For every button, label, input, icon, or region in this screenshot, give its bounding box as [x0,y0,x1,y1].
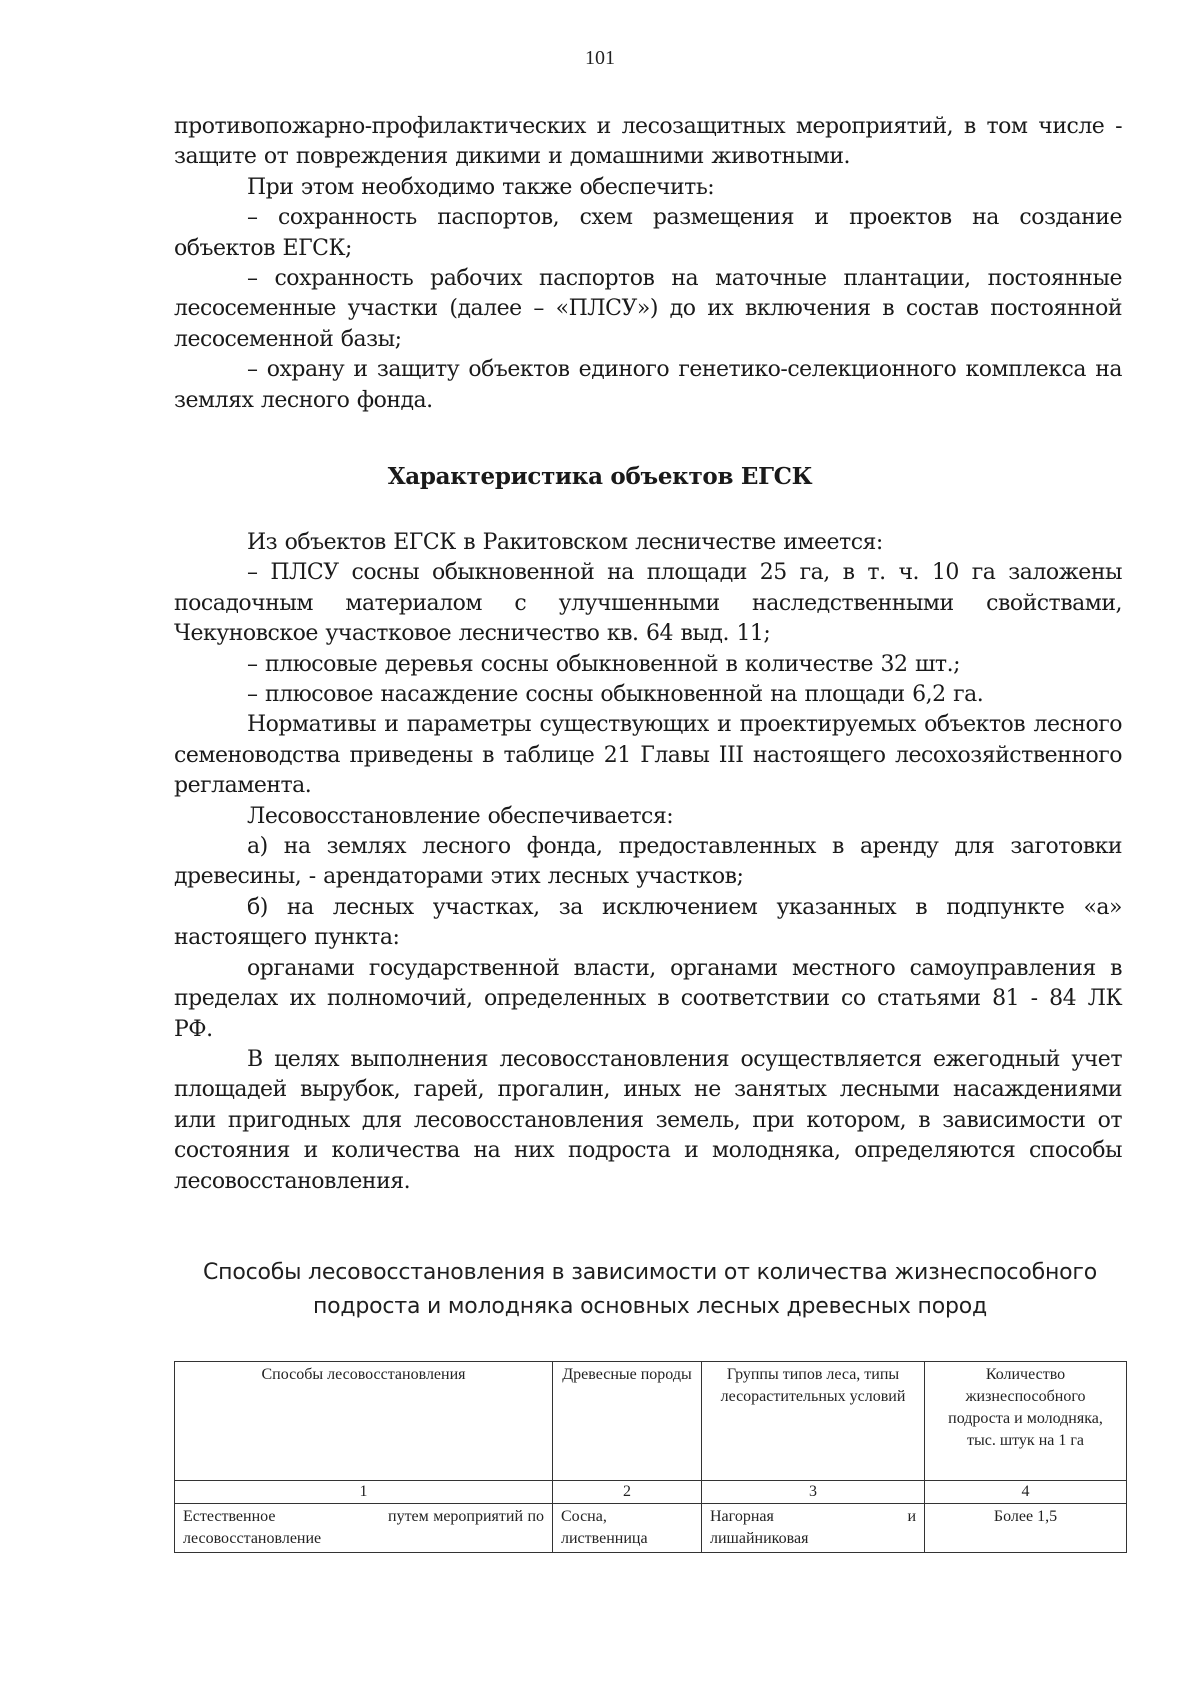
column-number: 2 [553,1481,702,1504]
method-detail: путем мероприятий по [388,1508,544,1525]
forest-type-cell [702,1504,925,1553]
list-item: – ПЛСУ сосны обыкновенной на площади 25 га, в т. ч. 10 га заложены посадочным материалом с улучшенными наследственными свойствами, Чекуновское участковое лесничество кв. 64 выд. 11; [174,560,1122,647]
intro-text [174,112,1122,416]
method-cell [175,1504,553,1553]
column-number-row [175,1481,1127,1504]
list-item: б) на лесных участках, за исключением указанных в подпункте «а» настоящего пункта: [174,894,1122,951]
list-item: – плюсовое насаждение сосны обыкновенной на площади 6,2 га. [247,682,984,708]
species-cell: Сосна, лиственница [553,1504,702,1553]
column-number: 1 [175,1481,553,1504]
section-heading: Характеристика объектов ЕГСК [387,463,813,490]
quantity-cell: Более 1,5 [925,1504,1127,1553]
table-caption-line: подроста и молодняка основных лесных древесных пород [312,1294,988,1319]
list-item: а) на землях лесного фонда, предоставленных в аренду для заготовки древесины, - арендаторами этих лесных участков; [174,834,1122,890]
page-number: 101 [585,47,615,69]
paragraph: Из объектов ЕГСК в Ракитовском лесничестве имеется: [247,530,883,555]
paragraph: В целях выполнения лесовосстановления осуществляется ежегодный учет площадей вырубок, гарей, прогалин, иных не занятых лесными насаждениями или пригодных для лесовосстановления земель, при котором, в зависимости от состояния и количества на них подроста и молодняка, определяются способы лесовосстановления. [174,1046,1122,1194]
table-caption [150,1256,1150,1324]
header-cell: Группы типов леса, типы лесорастительных условий [702,1362,925,1481]
header-cell: Древесные породы [553,1362,702,1481]
forest-type-name: Нагорная [710,1508,774,1525]
section-text [174,528,1122,1197]
column-number: 3 [702,1481,925,1504]
list-item: – охрану и защиту объектов единого генетико-селекционного комплекса на землях лесного фонда. [174,357,1122,413]
paragraph: органами государственной власти, органами местного самоуправления в пределах их полномочий, определенных в соответствии со статьями 81 - 84 ЛК РФ. [174,955,1122,1042]
header-cell: Количество жизнеспособного подроста и молодняка, тыс. штук на 1 га [925,1362,1127,1481]
table-header-row [175,1362,1127,1481]
forest-type-name: лишайниковая [710,1530,809,1547]
paragraph: Лесовосстановление обеспечивается: [247,803,674,829]
table-row [175,1504,1127,1553]
header-cell: Способы лесовосстановления [175,1362,553,1481]
reforestation-table [174,1361,1127,1553]
forest-type-conjunction: и [907,1508,916,1525]
paragraph: противопожарно-профилактических и лесозащитных мероприятий, в том числе - защите от повреждения дикими и домашними животными. [174,114,1122,170]
table-caption-line: Способы лесовосстановления в зависимости от количества жизнеспособного [202,1260,1098,1285]
method-name: Естественное лесовосстановление [183,1508,322,1547]
column-number: 4 [925,1481,1127,1504]
list-item: – сохранность рабочих паспортов на маточные плантации, постоянные лесосеменные участки (далее – «ПЛСУ») до их включения в состав постоянной лесосеменной базы; [174,266,1122,352]
list-item: – сохранность паспортов, схем размещения и проектов на создание объектов ЕГСК; [174,205,1122,261]
paragraph: При этом необходимо также обеспечить: [247,174,715,200]
paragraph: Нормативы и параметры существующих и проектируемых объектов лесного семеноводства приведены в таблице 21 Главы III настоящего лесохозяйственного регламента. [174,712,1122,799]
list-item: – плюсовые деревья сосны обыкновенной в количестве 32 шт.; [247,651,960,677]
